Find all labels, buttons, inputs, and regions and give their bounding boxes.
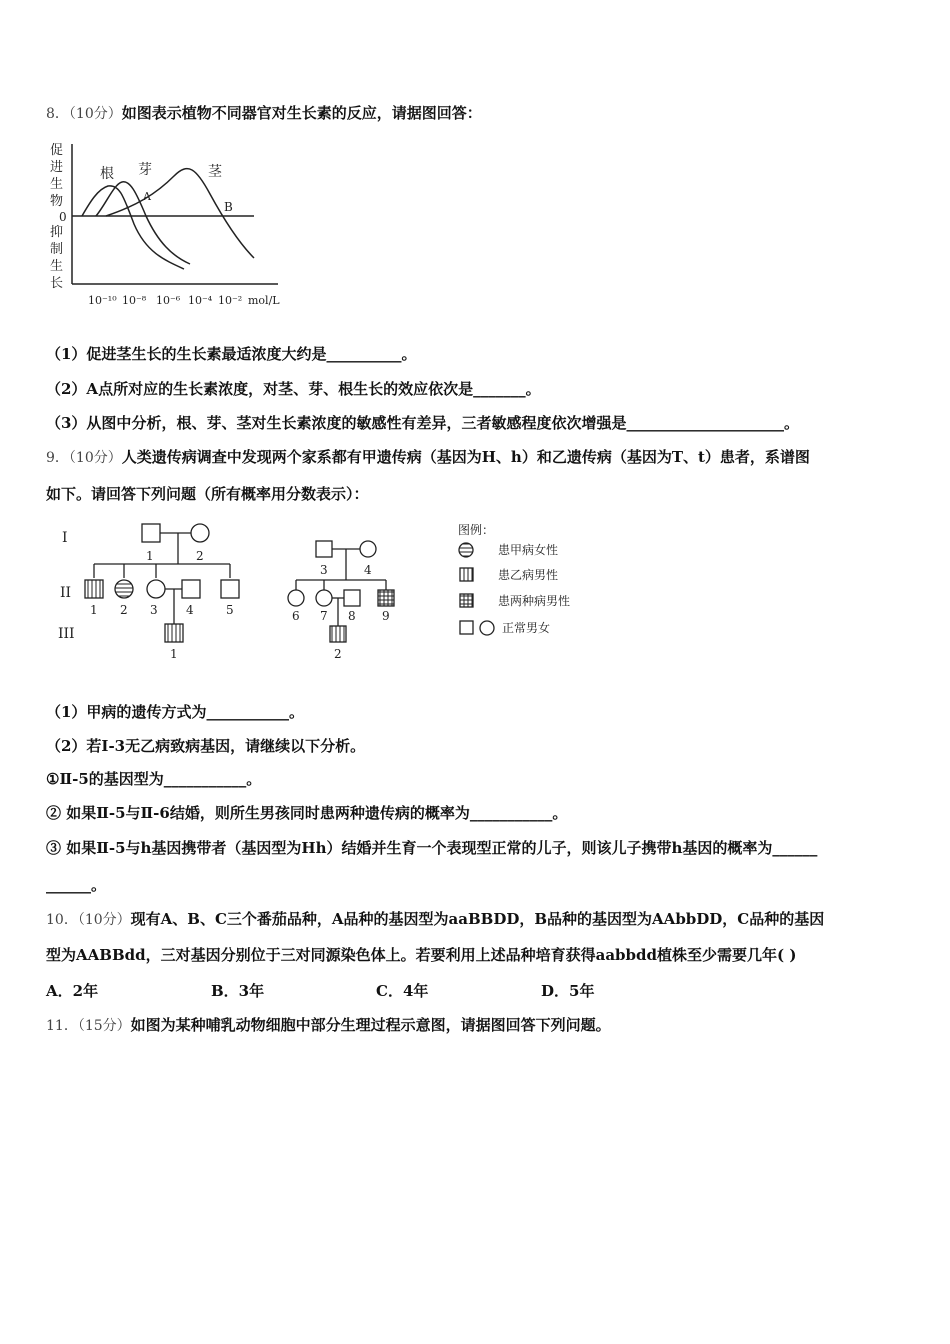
y-label-top-3: 生 (50, 177, 64, 192)
legend-jia-female-text: 患甲病女性 (498, 543, 559, 557)
x-tick-4: 10⁻⁴ (188, 294, 213, 307)
f2-II-7-female (316, 590, 332, 606)
f2-I-4-num: 4 (364, 563, 372, 577)
f2-II-7-num: 7 (320, 609, 328, 623)
f1-II-1-num: 1 (90, 603, 98, 617)
y-label-bottom-4: 长 (50, 276, 64, 291)
y-label-top-2: 进 (50, 160, 64, 175)
q10-option-b: B．3年 (211, 982, 265, 1000)
x-tick-5: 10⁻² (218, 294, 243, 307)
q8-sub2: （2）A点所对应的生长素浓度，对茎、芽、根生长的效应依次是_______。 (46, 380, 541, 398)
f1-III-1-yi-male (165, 624, 183, 642)
gen-III: III (58, 626, 75, 642)
f1-II-4-male (182, 580, 200, 598)
x-tick-3: 10⁻⁶ (156, 294, 181, 307)
label-a: A (143, 190, 151, 203)
q10-stem-line2: 型为AABBdd，三对基因分别位于三对同源染色体上。若要利用上述品种培育获得aabbdd植株至少需要几年( ) (46, 946, 797, 964)
q11-score: （15分） (77, 1018, 131, 1034)
y-label-bottom-1: 抑 (50, 225, 64, 240)
legend-yi-male-symbol (460, 568, 473, 581)
f2-I-3-male (316, 541, 332, 557)
q9-header (46, 447, 810, 468)
q10-options (46, 981, 594, 1001)
gen-II: II (60, 585, 72, 601)
f1-I-2-num: 2 (196, 549, 204, 563)
y-label-bottom-3: 生 (50, 259, 64, 274)
label-b: B (224, 200, 233, 214)
f2-II-6-num: 6 (292, 609, 300, 623)
auxin-response-figure (46, 134, 286, 314)
f2-II-8-num: 8 (348, 609, 356, 623)
f1-II-3-female (147, 580, 165, 598)
q10-option-d: D．5年 (541, 982, 595, 1000)
q8-header (46, 103, 482, 124)
q9-score: （10分） (68, 450, 122, 466)
legend-normal-male-symbol (460, 621, 473, 634)
y-label-bottom-2: 制 (50, 242, 64, 257)
q10-option-a: A．2年 (46, 982, 99, 1000)
f2-III-2-yi-male (330, 626, 346, 642)
q9-stem-line2: 如下。请回答下列问题（所有概率用分数表示）： (46, 485, 369, 503)
label-stem: 茎 (208, 164, 222, 180)
x-unit: mol/L (248, 294, 280, 307)
gen-I: I (62, 530, 68, 546)
f1-II-1-yi-male (85, 580, 103, 598)
y-label-zero: 0 (59, 210, 67, 224)
label-bud: 芽 (138, 162, 152, 178)
f2-III-2-num: 2 (334, 647, 342, 661)
f1-III-1-num: 1 (170, 647, 178, 661)
f1-II-2-jia-female (115, 580, 133, 598)
f1-I-1-male (142, 524, 160, 542)
q11-stem: 如图为某种哺乳动物细胞中部分生理过程示意图，请据图回答下列问题。 (130, 1016, 611, 1034)
q10-stem-line1: 现有A、B、C三个番茄品种，A品种的基因型为aaBBDD，B品种的基因型为AAbbDD，C品种的基因 (130, 910, 825, 928)
q8-score: （10分） (68, 106, 122, 122)
legend-normal-female-symbol (480, 621, 494, 635)
f2-I-3-num: 3 (320, 563, 328, 577)
q10-score: （10分） (77, 912, 131, 928)
legend-both-male-symbol (460, 594, 473, 607)
legend-yi-male-text: 患乙病男性 (498, 568, 559, 582)
root-curve (82, 186, 184, 269)
q11-header (46, 1015, 611, 1036)
q9-item2: ② 如果Ⅱ-5与Ⅱ-6结婚，则所生男孩同时患两种遗传病的概率为___________。 (46, 804, 568, 822)
f1-II-5-num: 5 (226, 603, 234, 617)
f2-II-9-both-male (378, 590, 394, 606)
f1-II-2-num: 2 (120, 603, 128, 617)
q9-item3-line1: ③ 如果Ⅱ-5与h基因携带者（基因型为Hh）结婚并生育一个表现型正常的儿子，则该儿子携带h基因的概率为______ (46, 839, 818, 857)
q8-stem: 如图表示植物不同器官对生长素的反应，请据图回答： (121, 104, 482, 122)
f1-II-4-num: 4 (186, 603, 194, 617)
legend-jia-female-symbol (459, 543, 473, 557)
f2-II-6-female (288, 590, 304, 606)
q9-item3-line2: ______。 (46, 876, 107, 894)
q10-option-c: C．4年 (376, 982, 429, 1000)
f1-II-3-num: 3 (150, 603, 158, 617)
q8-sub3: （3）从图中分析，根、芽、茎对生长素浓度的敏感性有差异，三者敏感程度依次增强是_____________________。 (46, 414, 799, 432)
legend-title: 图例： (458, 523, 495, 537)
q11-number: 11． (46, 1018, 78, 1034)
pedigree-figure (46, 518, 606, 668)
q10-number: 10． (46, 912, 78, 928)
f1-II-5-male (221, 580, 239, 598)
q9-number: 9． (46, 450, 69, 466)
legend-normal-text: 正常男女 (502, 621, 551, 635)
x-tick-1: 10⁻¹⁰ (88, 294, 117, 307)
legend-both-male-text: 患两种病男性 (498, 594, 571, 608)
f1-I-2-female (191, 524, 209, 542)
q10-header (46, 909, 824, 930)
q9-item1: ①Ⅱ-5的基因型为___________。 (46, 770, 262, 788)
q8-number: 8． (46, 106, 69, 122)
label-root: 根 (100, 166, 114, 182)
q9-stem-line1: 人类遗传病调查中发现两个家系都有甲遗传病（基因为H、h）和乙遗传病（基因为T、t）患者，系谱图 (121, 448, 810, 466)
f1-I-1-num: 1 (146, 549, 154, 563)
y-label-top-4: 物 (50, 194, 64, 209)
x-tick-2: 10⁻⁸ (122, 294, 147, 307)
q9-sub1: （1）甲病的遗传方式为___________。 (46, 703, 304, 721)
y-label-top-1: 促 (50, 143, 64, 158)
q8-sub1: （1）促进茎生长的生长素最适浓度大约是__________。 (46, 345, 417, 363)
f2-II-8-male (344, 590, 360, 606)
q9-sub2: （2）若I-3无乙病致病基因，请继续以下分析。 (46, 737, 366, 755)
f2-II-9-num: 9 (382, 609, 390, 623)
f2-I-4-female (360, 541, 376, 557)
